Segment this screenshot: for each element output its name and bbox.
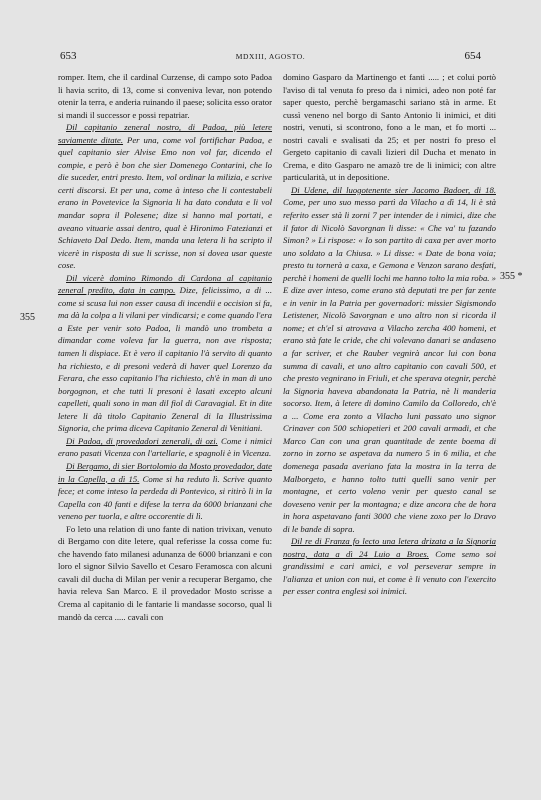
running-header bbox=[0, 50, 541, 66]
margin-number-left: 355 bbox=[20, 312, 35, 323]
paragraph-with-heading bbox=[58, 435, 272, 460]
paragraph-body: Come semo soi grandissimi e cari amici, e vol perseverar sempre in l'alianza et union con nui, et come è li venuto con l'exercito per esser contra englesi soi inimici. bbox=[283, 548, 496, 597]
paragraph-heading: Di Padoa, di provedadori zenerali, di ozi. bbox=[66, 435, 218, 446]
paragraph-heading: Di Bergamo, di sier Bortolomio da Mosto provedador, date in la Capella, a dì 15. bbox=[58, 460, 272, 484]
paragraph-with-heading bbox=[283, 184, 496, 535]
paragraph-with-heading bbox=[283, 535, 496, 598]
paragraph-body: Come, per uno suo messo partì da Vilacho a dì 14, li è stà referito esser stà li zorni 7 per intender de i nimici, dize che il fator di Nicolò Savorgnan li disse: « Che va' tu fazando Simon? » Li rispose: « Io son partito di caxa per aver morto uno soldato a la Chiusa. » Li disse: « Date de bona voia; presto tu tornerà a caxa, e Gemona e Venzon sarano desfati, perchè i homeni de quelli lochi me hanno tolto la mia roba. » E dize aver inteso, come erano stà deputati tre per far zente e in venir in la Patria per governadori: missier Sigismondo Letistener, Nicolò Savorgnan e uno altro non si ricorda il nome; et ch'el si atrovava a Vilacho zercha 400 homeni, et erano stà fate le cride, che chi volevano danari se andaseno a far scriver, et che Rauber vegnirà ancor lui con bona summa di cavali, et uno altro capitanio con cavali 500, et che presto vegnirano in Friuli, et che sperava otegnir, perchè la Signoria haveva abandonata la Patria, nè li manderia socorso. Item, à letere di domino Camilo da Colloredo, ch'è a ... Come era zonto a Vilacho luni passato uno signor Crinaver con 500 schiopetieri et 200 cavali armadi, et che Marco Can con una gran quantitade de zente boema di zorno in zorno se aspetava da numero 5 in 6 milia, et che domenega pasada averiano fata la mostra in la terra de Malborgeto, e hanno tolto tutti quelli sano venir per montagne, et certo voleno venir per questo canal se doveseno venir per la montagna; e dize ancora che de hora in hora aspetavano fanti 3000 che viene zoxo per lo Dravo di le bande di sopra. bbox=[283, 197, 496, 534]
paragraph-body: Dize, felicissimo, a di ... come si scusa lui non esser causa di incendii e occision si fa, ma dà la colpa a li vilani per vindicarsi; e come quando l'era a Este per venir soto Padoa, li mandò uno trombeta a dimandar come voleva far la guerra, non ave risposta; tamen li dispiace. Et è vero il capitanio l'à servito di quanto ha richiesto, e di presoni vederà di haver quel Lorenzo da Ferara, che esso capitanio l'ha richiesto, ch'è in man di uno borgognon, et che tutti li presoni è lasati excepto alcuni capelleti, quali sono in man dil fiol di Caravagial. Et in dite letere li dà titolo Capitanio Zeneral di la Illustrissima Signoria, che prima diceva Capitanio Zeneral di Venitiani. bbox=[58, 285, 272, 434]
paragraph-body: Per una, come vol fortifichar Padoa, e quel capitanio sier Alvise Emo non vol far, dicendo el compie, e però è bon che sier Domenego Contarini, che lo die suceder, entri presto. Item, vol ordinar la milizia, e scrive certi discorsi. Et per una, come à inteso che li contestabeli erano in Povetevice la Signoria li ha dato conduta e li vol mandar sopra il Polesene; dize si hanno mal portati, e aveano vituarie assai dentro, qual è Hironimo Fatezianzi et Schiaveto Dal Dedo. Item, manda una letera li ha scripto il vicerè in risposta di sue li scrisse, non si dovea usar queste cose. bbox=[58, 134, 272, 271]
paragraph-heading: Dil vicerè domino Rimondo di Cardona al capitanio zeneral predito, data in campo. bbox=[58, 272, 272, 296]
paragraph-with-heading bbox=[58, 272, 272, 435]
margin-number-right: 355 * bbox=[500, 271, 523, 282]
paragraph-heading: Dil capitanio zeneral nostro, di Padoa, più letere saviamente ditate. bbox=[58, 122, 272, 145]
paragraph: romper. Item, che il cardinal Curzense, di campo soto Padoa li havia scrito, di 13, come si conveniva levar, non potendo otenir la terra, e anderia ruinando il paese; solicita esso orator si mandi il successor e possi repatriar. bbox=[58, 72, 272, 120]
paragraph-body: Come i nimici erano pasati Vicenza con l'artellarie, e spagnoli è in Vicenza. bbox=[58, 435, 272, 459]
paragraph-with-heading bbox=[58, 460, 272, 523]
paragraph: Fo leto una relation di uno fante di nation trivixan, venuto di Bergamo con dite letere, qual referisse la cossa come fu: che havendo fato milanesi adunanza de 6000 brianzani e con loro el signor Silvio Savello et Cesaro Feramosca con alcuni cavali dil ducha di Milan per venir a recuperar Bergamo, che havia releva San Marco. E il provedador Mosto scrisse a Crema al capitanio di le fantarie li mandasse socorso, qual li mandò da cerca ..... cavali con bbox=[58, 523, 272, 622]
paragraph-heading: Di Udene, dil luogotenente sier Jacomo Badoer, di 18. bbox=[291, 184, 496, 195]
running-title: MDXIII, AGOSTO. bbox=[235, 52, 306, 61]
paragraph: domino Gasparo da Martinengo et fanti ..... ; et colui portò l'aviso di tal venuta fo preso da i nimici, adeo non poté far saper questo, perchè bergamaschi sariano stà in arme. Et cussì veneno nel borgo di Santo Antonio li inimici, et diti nostri, venuti, si scontrono, fono a le man, et fo morti ... nostri cavali e svalisati da 25; et per nostri fo preso el Gergeto capitanio di cavali lizieri dil Ducha et menato in Crema, e dito Gasparo ne amazò tre de li inimici; con altre particularità, ut in depositione. bbox=[283, 72, 496, 183]
right-column bbox=[283, 71, 496, 598]
paragraph-body: Come si ha reduto lì. Scrive quanto fece; et come inteso la perdeda di Pontevico, si ritirò li in la Capella con 40 fanti e difese la terra da 6000 brianzani che veneno per tuorla, e altre occorentie di lì. bbox=[58, 473, 273, 522]
paragraph-with-heading bbox=[58, 121, 272, 272]
left-column bbox=[58, 71, 272, 623]
paragraph-heading: Dil re di Franza fo lecto una letera drizata a la Signoria nostra, data a dì 24 Luio a Broes. bbox=[283, 536, 496, 559]
page-number-right: 654 bbox=[464, 50, 481, 62]
page-number-left: 653 bbox=[60, 50, 77, 62]
